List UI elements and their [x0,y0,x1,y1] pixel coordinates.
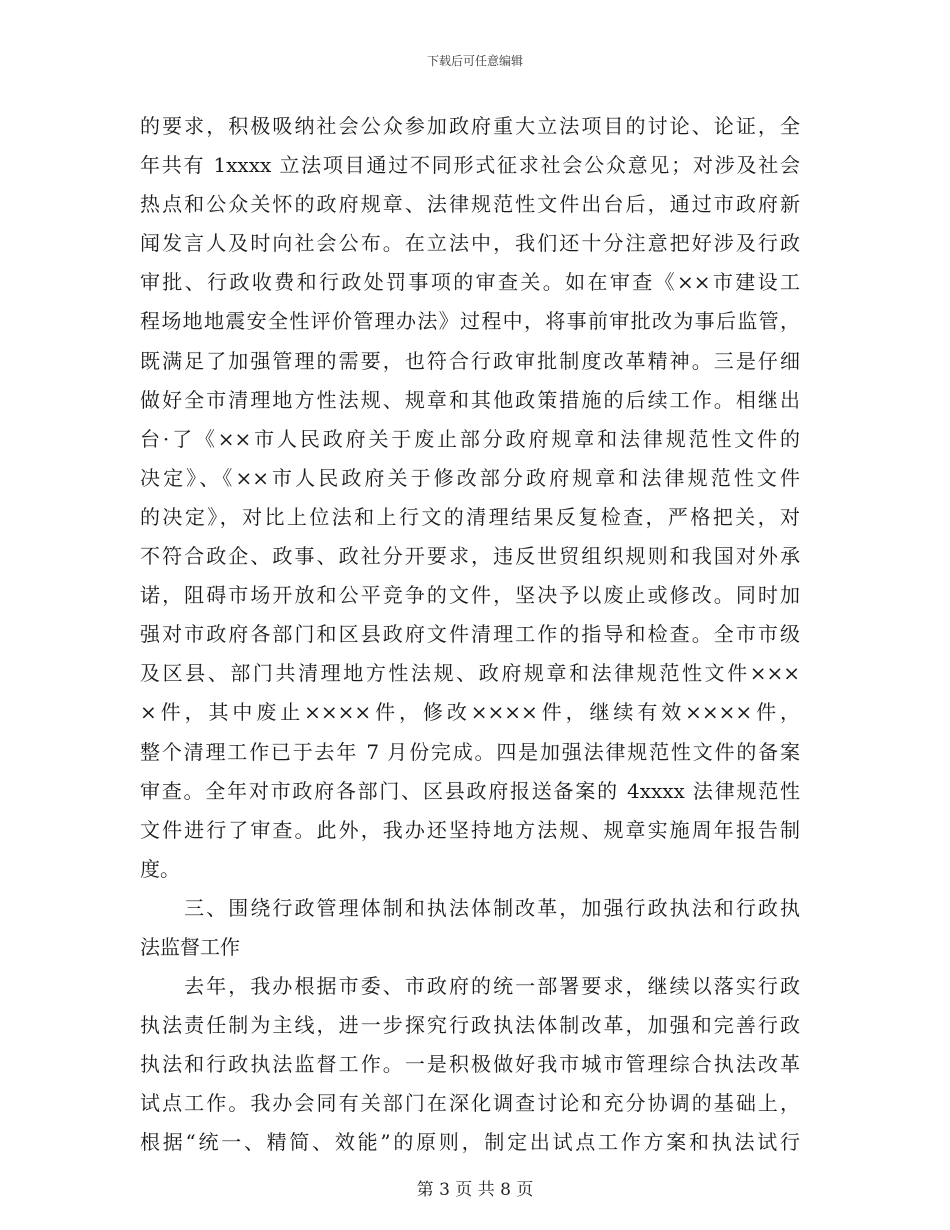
text-line: 闻发言人及时向社会公布。在立法中，我们还十分注意把好涉及行政 [140,231,800,256]
text-line: 做好全市清理地方性法规、规章和其他政策措施的后续工作。相继出 [140,387,800,412]
text-line: 三、围绕行政管理体制和执法体制改革，加强行政执法和行政执 [140,895,800,920]
document-body [140,107,800,1163]
text-line: 审查。全年对市政府各部门、区县政府报送备案的 4xxxx 法律规范性 [140,778,800,803]
text-line: 度。 [140,856,180,881]
text-line: 年共有 1xxxx 立法项目通过不同形式征求社会公众意见；对涉及社会 [140,153,800,178]
text-line: 试点工作。我办会同有关部门在深化调查讨论和充分协调的基础上， [140,1091,800,1116]
text-line: 及区县、部门共清理地方性法规、政府规章和法律规范性文件××× [140,661,800,686]
page-number-footer: 第 3 页 共 8 页 [416,1180,534,1200]
page-header-note: 下载后可任意编辑 [426,54,523,68]
text-line: 程场地地震安全性评价管理办法》过程中，将事前审批改为事后监管， [140,309,800,334]
text-line: 的决定》，对比上位法和上行文的清理结果反复检查，严格把关，对 [140,504,800,529]
text-line: 决定》、《××市人民政府关于修改部分政府规章和法律规范性文件 [140,465,800,490]
text-line: 不符合政企、政事、政社分开要求，违反世贸组织规则和我国对外承 [140,544,800,569]
text-line: 执法责任制为主线，进一步探究行政执法体制改革，加强和完善行政 [140,1013,800,1038]
text-line: 强对市政府各部门和区县政府文件清理工作的指导和检查。全市市级 [140,622,800,647]
text-line: 执法和行政执法监督工作。一是积极做好我市城市管理综合执法改革 [140,1052,800,1077]
text-line: 法监督工作 [140,934,240,959]
text-line: ×件，其中废止××××件，修改××××件，继续有效××××件， [140,700,800,725]
text-line: 热点和公众关怀的政府规章、法律规范性文件出台后，通过市政府新 [140,192,800,217]
text-line: 台·了《××市人民政府关于废止部分政府规章和法律规范性文件的 [140,426,800,451]
text-line: 诺，阻碍市场开放和公平竞争的文件，坚决予以废止或修改。同时加 [140,583,800,608]
text-line: 根据“统一、精简、效能”的原则，制定出试点工作方案和执法试行 [140,1130,800,1155]
text-line: 审批、行政收费和行政处罚事项的审查关。如在审查《××市建设工 [140,270,800,295]
text-line: 的要求，积极吸纳社会公众参加政府重大立法项目的讨论、论证，全 [140,114,800,138]
text-line: 文件进行了审查。此外，我办还坚持地方法规、规章实施周年报告制 [140,817,800,842]
text-line: 去年，我办根据市委、市政府的统一部署要求，继续以落实行政 [140,974,800,999]
text-line: 整个清理工作已于去年 7 月份完成。四是加强法律规范性文件的备案 [140,739,800,764]
text-line: 既满足了加强管理的需要，也符合行政审批制度改革精神。三是仔细 [140,348,800,373]
